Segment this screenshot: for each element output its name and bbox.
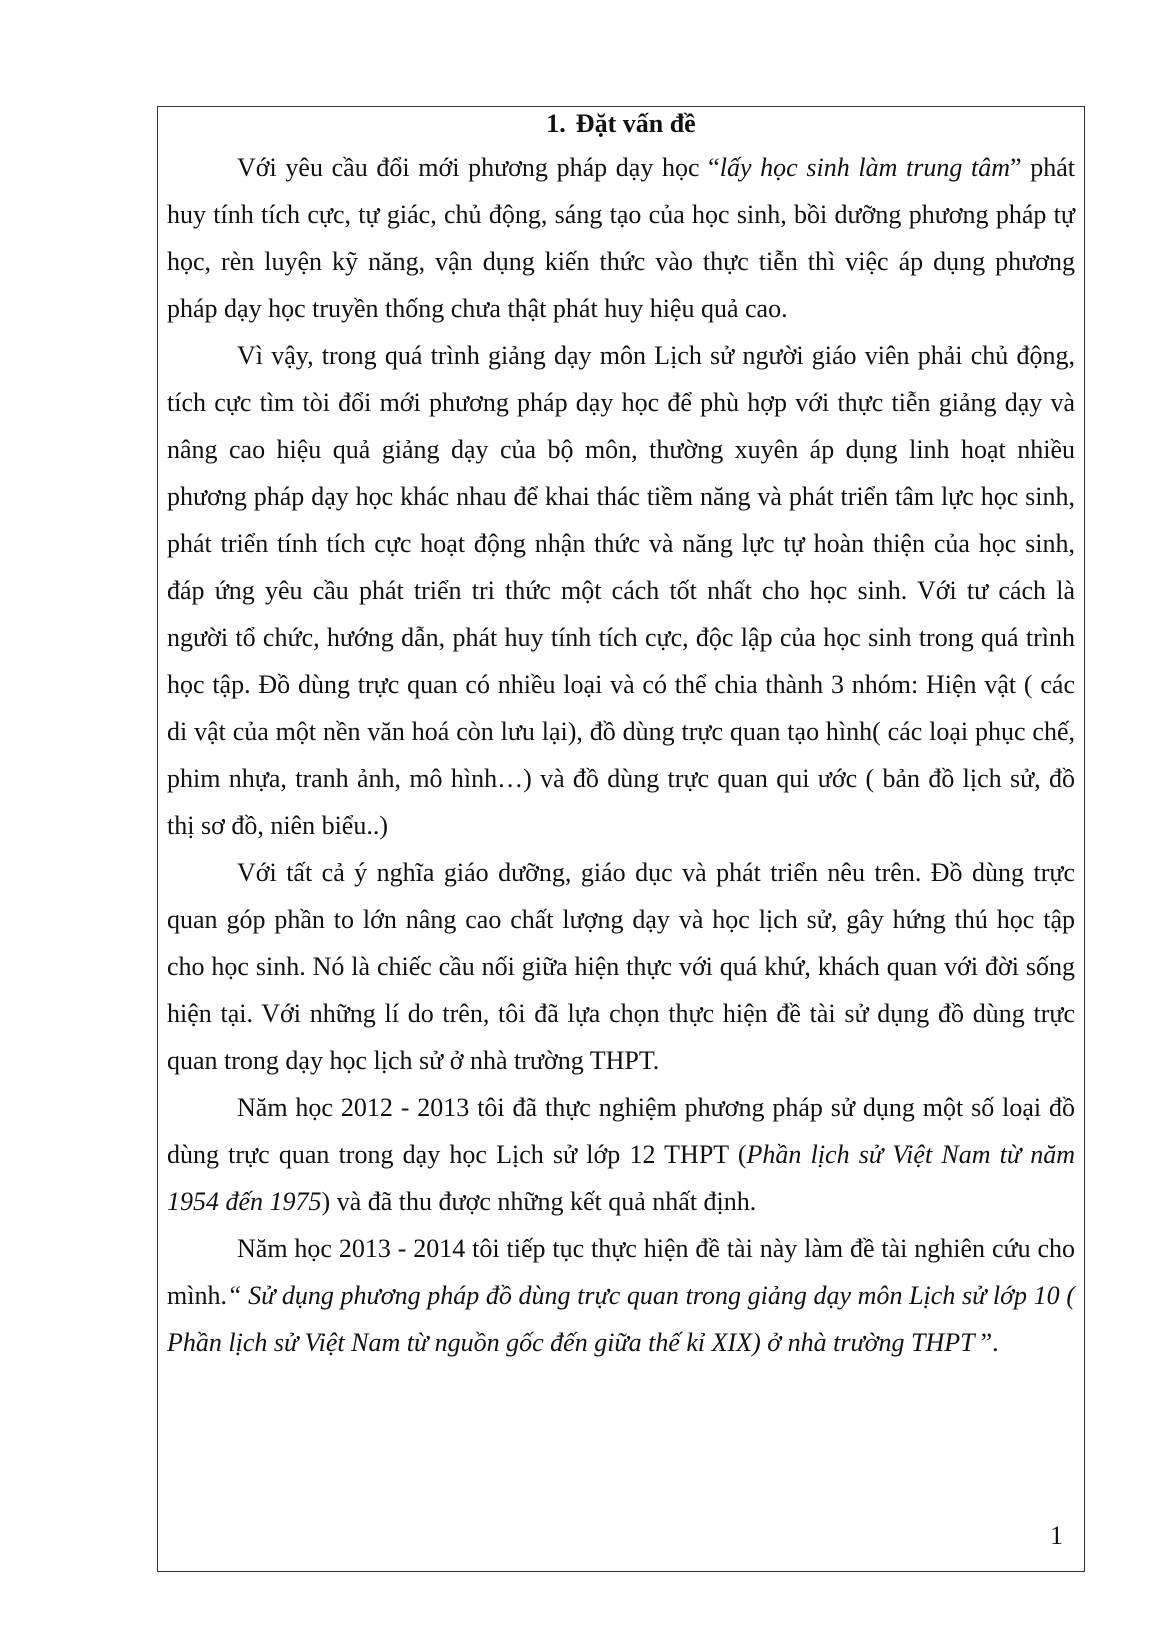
- paragraph-1-text-c: ” phát huy tính tích cực, tự giác, chủ động, sáng tạo của học sinh, bồi dưỡng phương pháp tự học, rèn luyện kỹ năng, vận dụng kiến thức vào thực tiễn thì việc áp dụng phương pháp dạy học truyền thống chưa thật phát huy hiệu quả cao.: [167, 153, 1075, 323]
- paragraph-4-text-c: ) và đã thu được những kết quả nhất định.: [321, 1187, 757, 1216]
- paragraph-1-italic: lấy học sinh làm trung tâm: [719, 153, 1011, 182]
- section-heading-number: 1.: [546, 109, 566, 138]
- paragraph-5-text-a: Năm học 2013 - 2014 tôi tiếp tục thực hiện đề tài này làm đề tài nghiên cứu cho mình.: [167, 1234, 1075, 1310]
- paragraph-4-text-a: Năm học 2012 - 2013 tôi đã thực nghiệm phương pháp sử dụng một số loại đồ dùng trực quan trong dạy học Lịch sử lớp 12 THPT (: [167, 1093, 1075, 1169]
- paragraph-1-text-a: Với yêu cầu đổi mới phương pháp dạy học “: [237, 153, 720, 182]
- paragraph-4-italic: Phần lịch sử Việt Nam từ năm 1954 đến 1975: [167, 1140, 1076, 1216]
- paragraph-5-text-c: ”.: [980, 1328, 999, 1357]
- paragraph-5-italic: “ Sử dụng phương pháp đồ dùng trực quan trong giảng dạy môn Lịch sử lớp 10 ( Phần lịch sử Việt Nam từ nguồn gốc đến giữa thế kỉ XIX) ở nhà trường THPT: [167, 1281, 1075, 1357]
- section-heading: [167, 108, 1075, 140]
- paragraph-5: [167, 1225, 1075, 1366]
- paragraph-3: Với tất cả ý nghĩa giáo dưỡng, giáo dục và phát triển nêu trên. Đồ dùng trực quan góp phần to lớn nâng cao chất lượng dạy và học lịch sử, gây hứng thú học tập cho học sinh. Nó là chiếc cầu nối giữa hiện thực với quá khứ, khách quan với đời sống hiện tại. Với những lí do trên, tôi đã lựa chọn thực hiện đề tài sử dụng đồ dùng trực quan trong dạy học lịch sử ở nhà trường THPT.: [167, 858, 1075, 1075]
- page-number: 1: [1050, 1521, 1063, 1550]
- section-heading-text: Đặt vấn đề: [575, 109, 696, 138]
- paragraph-4: [167, 1084, 1075, 1225]
- paragraph-1: [167, 144, 1075, 332]
- paragraph-2: Vì vậy, trong quá trình giảng dạy môn Lịch sử người giáo viên phải chủ động, tích cực tìm tòi đổi mới phương pháp dạy học để phù hợp với thực tiễn giảng dạy và nâng cao hiệu quả giảng dạy của bộ môn, thường xuyên áp dụng linh hoạt nhiều phương pháp dạy học khác nhau để khai thác tiềm năng và phát triển tâm lực học sinh, phát triển tính tích cực hoạt động nhận thức và năng lực tự hoàn thiện của học sinh, đáp ứng yêu cầu phát triển tri thức một cách tốt nhất cho học sinh. Với tư cách là người tổ chức, hướng dẫn, phát huy tính tích cực, độc lập của học sinh trong quá trình học tập. Đồ dùng trực quan có nhiều loại và có thể chia thành 3 nhóm: Hiện vật ( các di vật của một nền văn hoá còn lưu lại), đồ dùng trực quan tạo hình( các loại phục chế, phim nhựa, tranh ảnh, mô hình…) và đồ dùng trực quan qui ước ( bản đồ lịch sử, đồ thị sơ đồ, niên biểu..): [167, 341, 1075, 840]
- document-body: [167, 108, 1075, 1366]
